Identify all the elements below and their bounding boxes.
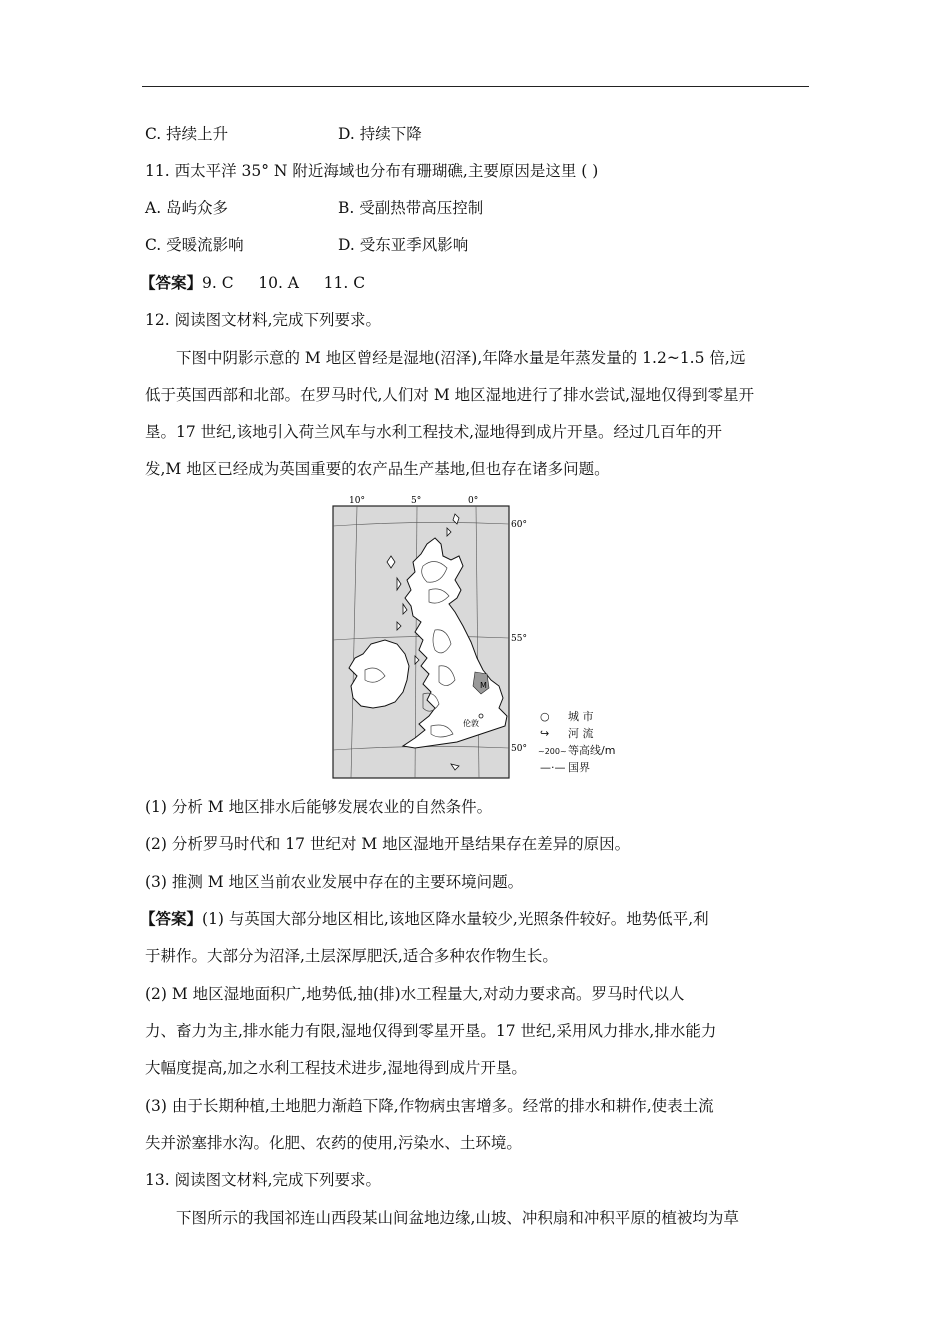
q12-answer-line-4: 力、畜力为主,排水能力有限,湿地仅得到零星开垦。17 世纪,采用风力排水,排水能力: [145, 1022, 717, 1040]
contour-value: 200: [544, 747, 560, 756]
lon-label-5: 5°: [411, 496, 422, 506]
m-region-label: M: [480, 681, 487, 690]
q12-answer-text-1: (1) 与英国大部分地区相比,该地区降水量较少,光照条件较好。地势低平,利: [202, 910, 709, 928]
lon-label-10: 10°: [349, 496, 365, 506]
answer-text: 9. C 10. A 11. C: [202, 274, 366, 292]
lat-label-55: 55°: [511, 634, 527, 644]
q12-para-line-3: 垦。17 世纪,该地引入荷兰风车与水利工程技术,湿地得到成片开垦。经过几百年的开: [145, 423, 723, 441]
river-symbol-icon: ↪: [540, 727, 550, 740]
legend-contour: [538, 744, 615, 759]
lat-label-60: 60°: [511, 520, 527, 530]
london-city-marker: [479, 714, 483, 718]
legend-city: [540, 710, 594, 724]
q11-option-a: A. 岛屿众多: [145, 199, 229, 217]
legend-contour-label: 等高线/m: [568, 744, 616, 757]
q12-answer-line-6: (3) 由于长期种植,土地肥力渐趋下降,作物病虫害增多。经常的排水和耕作,使表土流: [145, 1097, 714, 1115]
q12-sub-2: (2) 分析罗马时代和 17 世纪对 M 地区湿地开垦结果存在差异的原因。: [145, 835, 631, 853]
q10-option-d: D. 持续下降: [338, 125, 422, 143]
legend-border: [540, 761, 590, 775]
q11-stem: 11. 西太平洋 35° N 附近海域也分布有珊瑚礁,主要原因是这里 ( ): [145, 162, 599, 180]
q12-answer-line-2: 于耕作。大部分为沼泽,土层深厚肥沃,适合多种农作物生长。: [145, 947, 558, 965]
city-symbol-icon: ○: [540, 710, 550, 723]
contour-symbol-icon: ~200~: [538, 747, 567, 756]
q12-sub-1: (1) 分析 M 地区排水后能够发展农业的自然条件。: [145, 798, 493, 816]
q12-sub-3: (3) 推测 M 地区当前农业发展中存在的主要环境问题。: [145, 873, 524, 891]
q12-stem: 12. 阅读图文材料,完成下列要求。: [145, 311, 382, 329]
lat-label-50: 50°: [511, 744, 527, 754]
q11-option-b: B. 受副热带高压控制: [338, 199, 484, 217]
british-isles-map: [331, 494, 527, 780]
legend-river-label: 河 流: [568, 727, 594, 740]
lon-label-0: 0°: [468, 496, 479, 506]
answer-9-11: [140, 273, 365, 293]
q12-answer-label: 【答案】: [140, 909, 203, 928]
q12-para-line-4: 发,M 地区已经成为英国重要的农产品生产基地,但也存在诸多问题。: [145, 460, 610, 478]
q12-answer-line-1: [140, 909, 709, 929]
q12-answer-line-3: (2) M 地区湿地面积广,地势低,抽(排)水工程量大,对动力要求高。罗马时代以人: [145, 985, 685, 1003]
answer-label: 【答案】: [140, 273, 203, 292]
q12-para-line-2: 低于英国西部和北部。在罗马时代,人们对 M 地区湿地进行了排水尝试,湿地仅得到零星开: [145, 386, 755, 404]
header-rule: [142, 86, 809, 87]
q13-para-line-1: 下图所示的我国祁连山西段某山间盆地边缘,山坡、冲积扇和冲积平原的植被均为草: [176, 1209, 739, 1227]
border-symbol-icon: —·—: [540, 761, 566, 774]
q11-option-c: C. 受暖流影响: [145, 236, 244, 254]
q13-stem: 13. 阅读图文材料,完成下列要求。: [145, 1171, 382, 1189]
legend-city-label: 城 市: [568, 710, 594, 723]
q11-option-d: D. 受东亚季风影响: [338, 236, 469, 254]
q10-option-c: C. 持续上升: [145, 125, 229, 143]
legend-river: [540, 727, 594, 741]
q12-answer-line-5: 大幅度提高,加之水利工程技术进步,湿地得到成片开垦。: [145, 1059, 527, 1077]
london-label: 伦敦: [463, 719, 479, 728]
legend-border-label: 国界: [568, 761, 590, 774]
q12-para-line-1: 下图中阴影示意的 M 地区曾经是湿地(沼泽),年降水量是年蒸发量的 1.2~1.5 倍,远: [176, 349, 746, 367]
q12-answer-line-7: 失并淤塞排水沟。化肥、农药的使用,污染水、土环境。: [145, 1134, 522, 1152]
